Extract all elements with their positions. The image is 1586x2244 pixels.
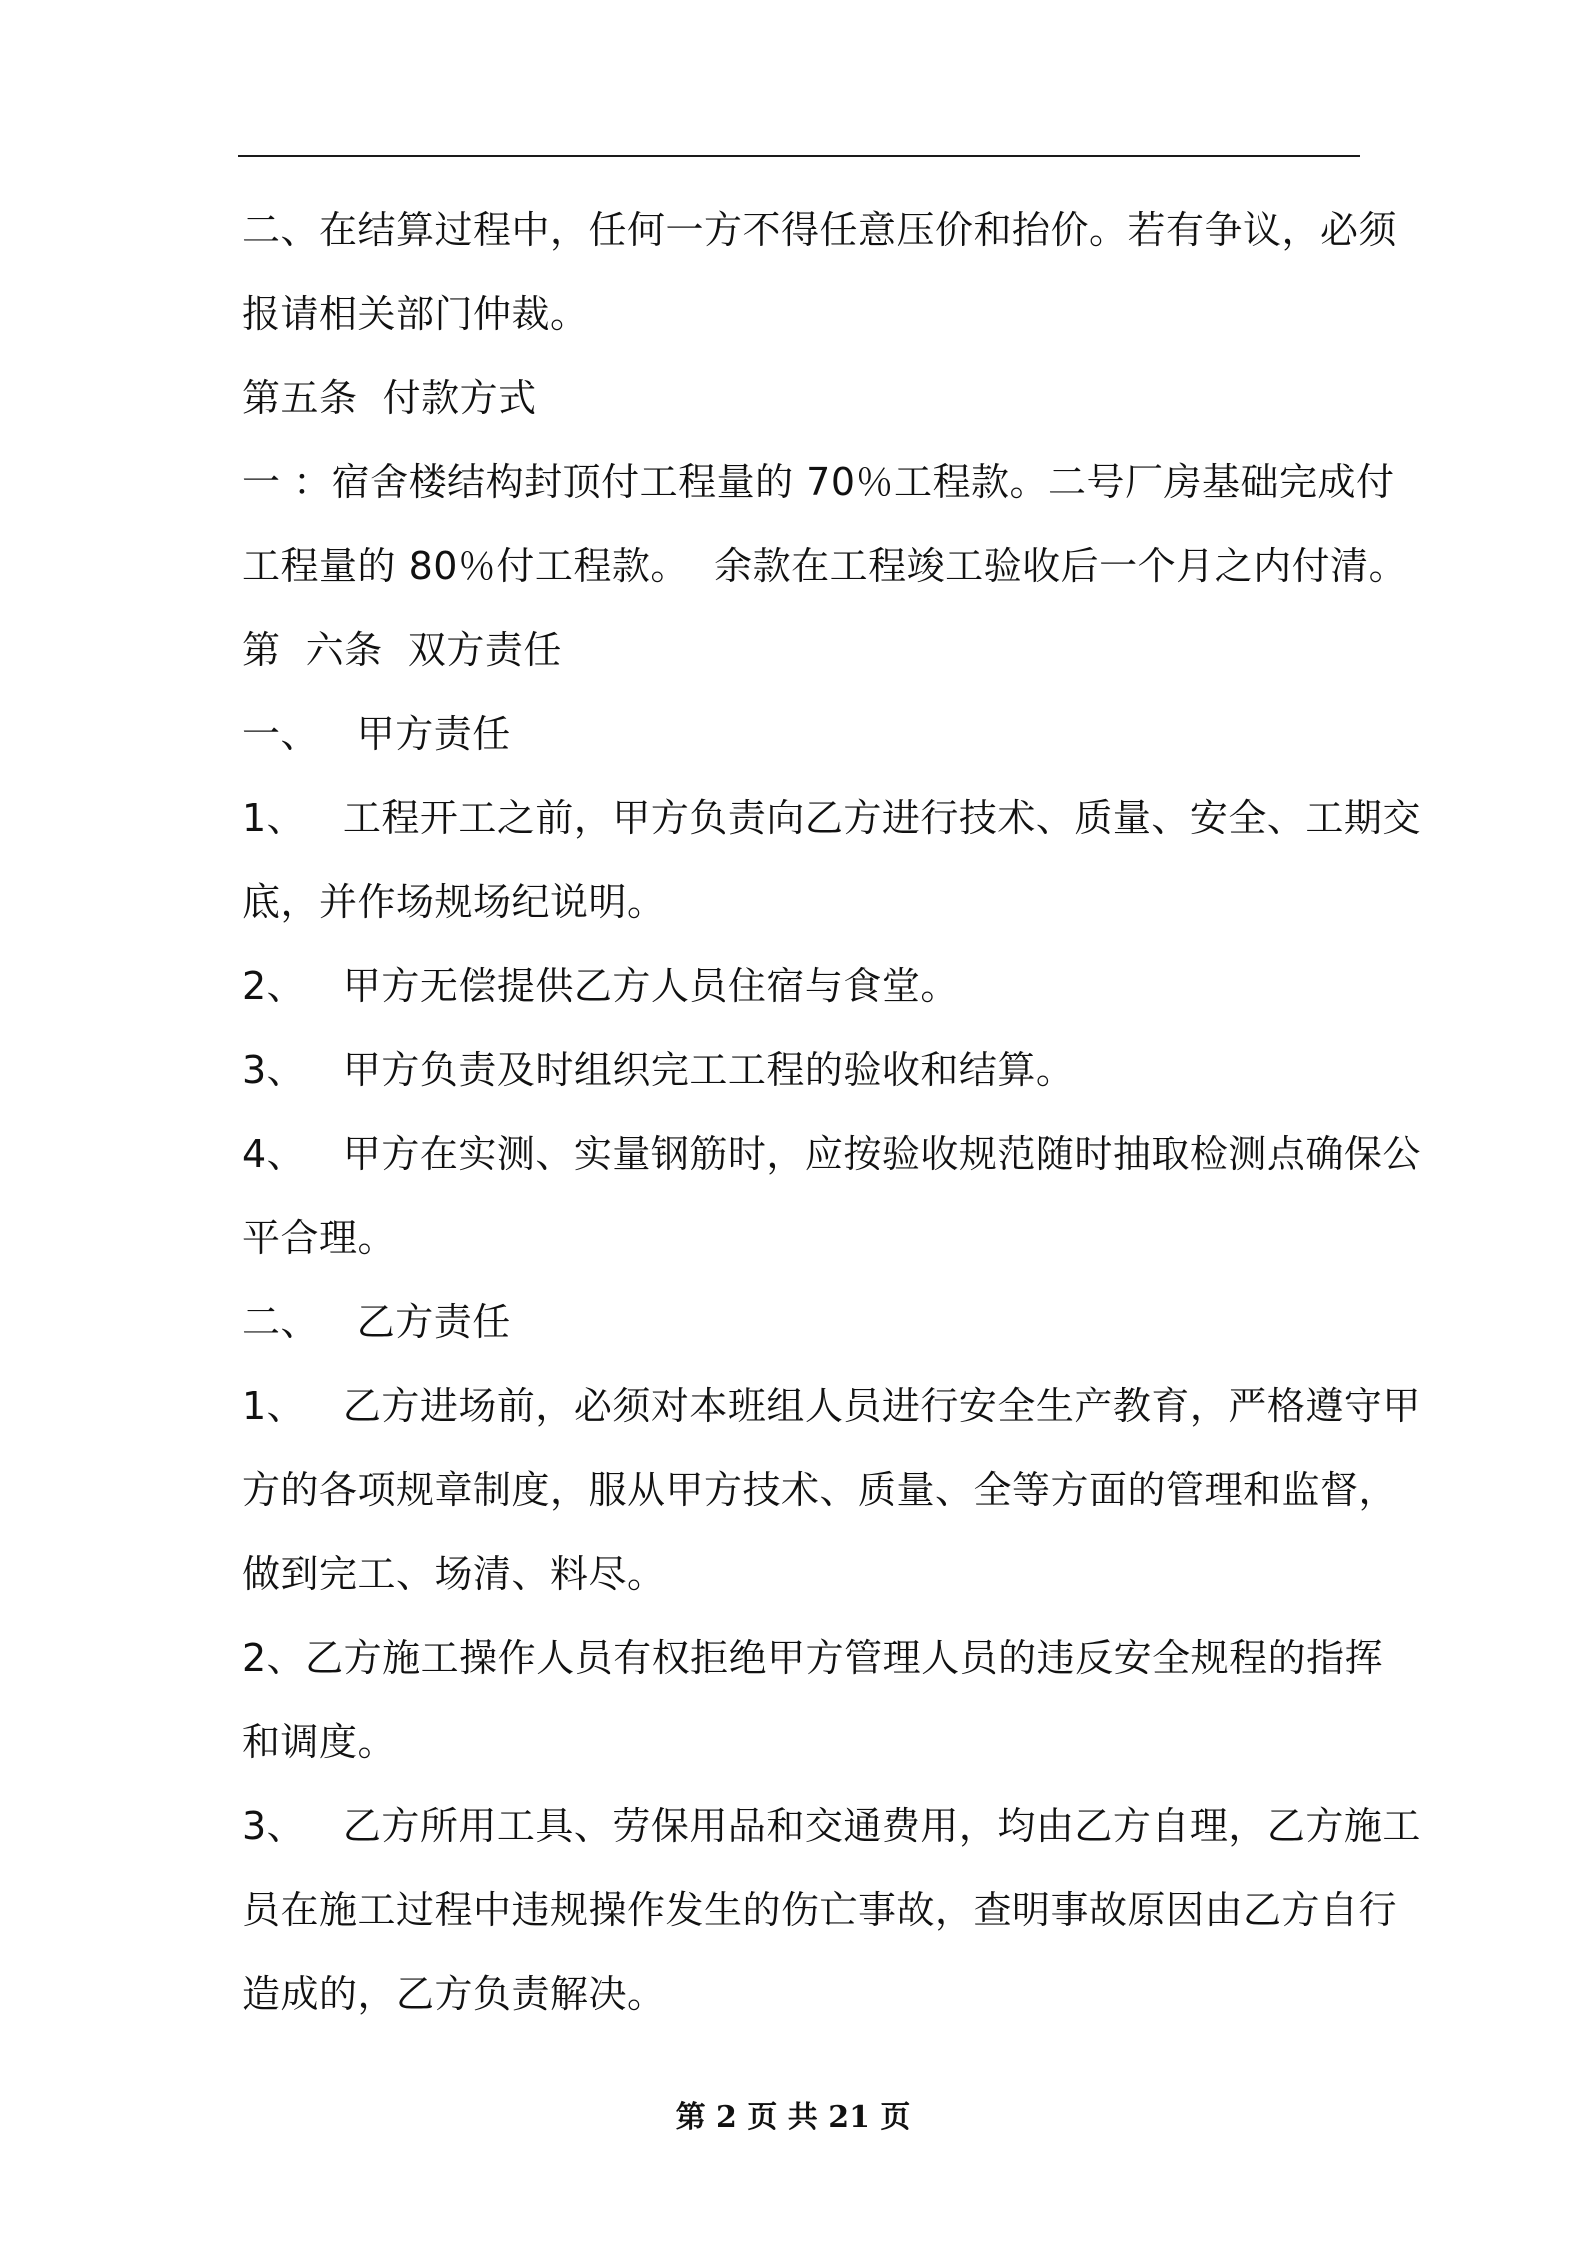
text-line: 工程量的 80％付工程款。 余款在工程竣工验收后一个月之内付清。: [242, 544, 1408, 588]
text-line: 2、 甲方无偿提供乙方人员住宿与食堂。: [242, 964, 959, 1008]
subsection-heading: 二、 乙方责任: [242, 1300, 511, 1344]
text-line: 二、在结算过程中，任何一方不得任意压价和抬价。若有争议，必须: [242, 208, 1398, 252]
text-line: 做到完工、场清、料尽。: [242, 1552, 666, 1596]
text-line: 4、 甲方在实测、实量钢筋时，应按验收规范随时抽取检测点确保公: [242, 1132, 1421, 1176]
document-body: [242, 200, 1421, 2048]
text-line: 造成的，乙方负责解决。: [242, 1972, 666, 2016]
text-line: 报请相关部门仲裁。: [242, 292, 589, 336]
text-line: 平合理。: [242, 1216, 397, 1260]
page-number: 第 2 页 共 21 页: [675, 2100, 911, 2135]
text-line: 1、 工程开工之前，甲方负责向乙方进行技术、质量、安全、工期交: [242, 796, 1421, 840]
text-line: 3、 乙方所用工具、劳保用品和交通费用，均由乙方自理，乙方施工: [242, 1804, 1421, 1848]
text-line: 1、 乙方进场前，必须对本班组人员进行安全生产教育，严格遵守甲: [242, 1384, 1421, 1428]
section-heading: 第五条 付款方式: [242, 376, 537, 420]
text-line: 3、 甲方负责及时组织完工工程的验收和结算。: [242, 1048, 1075, 1092]
subsection-heading: 一、 甲方责任: [242, 712, 511, 756]
header-rule: [238, 155, 1360, 157]
text-line: 员在施工过程中违规操作发生的伤亡事故，查明事故原因由乙方自行: [242, 1888, 1398, 1932]
text-line: 方的各项规章制度，服从甲方技术、质量、全等方面的管理和监督，: [242, 1468, 1398, 1512]
text-line: 2、乙方施工操作人员有权拒绝甲方管理人员的违反安全规程的指挥: [242, 1636, 1384, 1680]
text-line: 一 ：宿舍楼结构封顶付工程量的 70％工程款。二号厂房基础完成付: [242, 460, 1395, 504]
text-line: 底，并作场规场纪说明。: [242, 880, 666, 924]
text-line: 和调度。: [242, 1720, 397, 1764]
section-heading: 第 六条 双方责任: [242, 628, 562, 672]
